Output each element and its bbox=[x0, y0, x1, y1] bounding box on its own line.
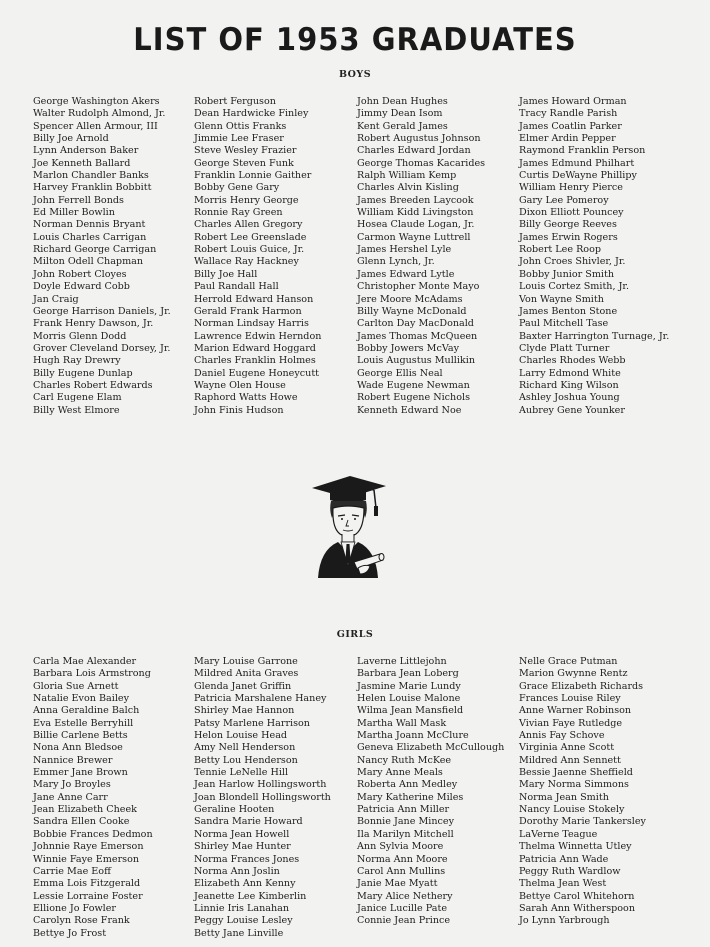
graduate-name: Billy Wayne McDonald bbox=[357, 305, 467, 317]
graduate-name: Janie Mae Myatt bbox=[357, 878, 438, 890]
graduate-name: John Dean Hughes bbox=[357, 96, 448, 107]
graduate-name: Ronnie Ray Green bbox=[194, 207, 283, 219]
graduate-name: Nancy Louise Stokely bbox=[519, 804, 625, 816]
graduate-name: Robert Lee Greenslade bbox=[194, 231, 307, 243]
graduate-name: Eva Estelle Berryhill bbox=[33, 717, 134, 729]
graduate-name: Bobby Junior Smith bbox=[519, 268, 615, 280]
graduate-name: Jan Craig bbox=[33, 293, 79, 305]
graduate-name: Bonnie Jane Mincey bbox=[357, 816, 454, 828]
graduate-name: Patsy Marlene Harrison bbox=[194, 717, 310, 729]
graduate-name: Anna Geraldine Balch bbox=[33, 705, 140, 717]
graduate-name: Mildred Ann Sennett bbox=[519, 754, 621, 766]
graduate-name: Betty Lou Henderson bbox=[194, 754, 298, 766]
graduate-name: James Hershel Lyle bbox=[357, 244, 452, 256]
graduate-name: Billy Joe Arnold bbox=[33, 133, 109, 145]
graduate-name: James Coatlin Parker bbox=[519, 120, 622, 132]
graduate-name: Ann Sylvia Moore bbox=[357, 841, 444, 853]
graduate-name: Norman Dennis Bryant bbox=[33, 219, 146, 231]
graduate-name: Thelma Winnetta Utley bbox=[519, 841, 632, 853]
graduate-name: Shirley Mae Hunter bbox=[194, 841, 291, 853]
graduate-name: Dean Hardwicke Finley bbox=[194, 108, 309, 120]
graduate-name: Linnie Iris Lanahan bbox=[194, 902, 290, 914]
graduate-name: Mary Alice Nethery bbox=[357, 890, 453, 902]
boys-column-1 bbox=[33, 96, 171, 417]
graduate-name: James Thomas McQueen bbox=[357, 330, 478, 342]
graduate-name: Amy Nell Henderson bbox=[194, 742, 296, 754]
graduate-name: Bessie Jaenne Sheffield bbox=[519, 767, 633, 779]
graduate-name: Grace Elizabeth Richards bbox=[519, 680, 644, 692]
graduate-name: Gary Lee Pomeroy bbox=[519, 194, 609, 206]
graduate-name: Jimmie Lee Fraser bbox=[194, 133, 284, 145]
graduate-name: Joe Kenneth Ballard bbox=[33, 157, 131, 169]
graduate-name: Mary Louise Garrone bbox=[194, 656, 298, 667]
graduate-name: Aubrey Gene Younker bbox=[519, 404, 625, 416]
graduate-name: Billy George Reeves bbox=[519, 219, 617, 231]
graduate-name: Sarah Ann Witherspoon bbox=[519, 902, 636, 914]
graduate-name: Betty Jane Linville bbox=[194, 927, 284, 939]
graduate-name: Glenn Lynch, Jr. bbox=[357, 256, 435, 268]
graduate-name: Larry Edmond White bbox=[519, 367, 621, 379]
graduate-name: Billy Eugene Dunlap bbox=[33, 367, 133, 379]
page-title: LIST OF 1953 GRADUATES bbox=[133, 20, 577, 58]
graduate-name: Carmon Wayne Luttrell bbox=[357, 231, 471, 243]
graduate-name: Joan Blondell Hollingsworth bbox=[194, 791, 331, 803]
graduate-name: Paul Randall Hall bbox=[194, 281, 279, 293]
graduate-name: Norman Lindsay Harris bbox=[194, 318, 309, 330]
graduate-name: Nancy Ruth McKee bbox=[357, 754, 452, 766]
graduate-name: Frank Henry Dawson, Jr. bbox=[33, 318, 154, 330]
graduate-name: Wallace Ray Hackney bbox=[194, 256, 299, 268]
graduate-name: Mary Anne Meals bbox=[357, 767, 443, 779]
graduate-name: Paul Mitchell Tase bbox=[519, 318, 609, 330]
graduate-name: Jere Moore McAdams bbox=[357, 293, 463, 305]
graduate-name: Elizabeth Ann Kenny bbox=[194, 878, 296, 890]
graduate-name: Ed Miller Bowlin bbox=[33, 207, 115, 219]
graduate-name: Wade Eugene Newman bbox=[357, 379, 470, 391]
graduate-name: Norma Ann Joslin bbox=[194, 865, 280, 877]
graduate-name: Janice Lucille Pate bbox=[357, 902, 448, 914]
graduate-name: Charles Franklin Holmes bbox=[194, 355, 316, 367]
graduate-name: Helon Louise Head bbox=[194, 730, 288, 742]
graduate-name: James Howard Orman bbox=[519, 96, 627, 107]
graduate-name: Charles Allen Gregory bbox=[194, 219, 303, 231]
girls-column-4 bbox=[519, 656, 646, 928]
graduate-name: Curtis DeWayne Phillipy bbox=[519, 170, 637, 182]
graduate-name: Daniel Eugene Honeycutt bbox=[194, 367, 320, 379]
graduate-name: Norma Jean Howell bbox=[194, 828, 290, 840]
graduate-name: Doyle Edward Cobb bbox=[33, 281, 130, 293]
graduate-name: Jimmy Dean Isom bbox=[357, 108, 443, 120]
graduate-name: Jane Anne Carr bbox=[33, 791, 108, 803]
girls-column-3 bbox=[357, 656, 504, 928]
boys-column-2 bbox=[194, 96, 321, 417]
graduate-name: Shirley Mae Hannon bbox=[194, 705, 295, 717]
graduate-name: Carolyn Rose Frank bbox=[33, 915, 130, 927]
graduate-name: Johnnie Raye Emerson bbox=[33, 841, 144, 853]
graduate-name: Clyde Platt Turner bbox=[519, 342, 610, 354]
graduate-name: Lessie Lorraine Foster bbox=[33, 890, 143, 902]
graduate-name: Hugh Ray Drewry bbox=[33, 355, 121, 367]
graduate-name: Hosea Claude Logan, Jr. bbox=[357, 219, 475, 231]
graduate-name: Marion Gwynne Rentz bbox=[519, 668, 628, 680]
graduate-name: Baxter Harrington Turnage, Jr. bbox=[519, 330, 670, 342]
graduate-name: Laverne Littlejohn bbox=[357, 656, 447, 667]
graduate-name: Billie Carlene Betts bbox=[33, 730, 128, 742]
graduate-name: Peggy Louise Lesley bbox=[194, 915, 293, 927]
graduate-name: Anne Warner Robinson bbox=[519, 705, 632, 717]
graduate-name: Raymond Franklin Person bbox=[519, 145, 646, 157]
graduate-name: Robert Eugene Nichols bbox=[357, 392, 470, 404]
graduate-name: Sandra Marie Howard bbox=[194, 816, 303, 828]
graduate-name: Norma Frances Jones bbox=[194, 853, 300, 865]
graduate-name: Charles Alvin Kisling bbox=[357, 182, 459, 194]
graduate-name: Bettye Carol Whitehorn bbox=[519, 890, 635, 902]
graduate-name: Winnie Faye Emerson bbox=[33, 853, 140, 865]
graduate-name: James Erwin Rogers bbox=[519, 231, 618, 243]
graduate-name: Peggy Ruth Wardlow bbox=[519, 865, 621, 877]
graduate-name: Herrold Edward Hanson bbox=[194, 293, 314, 305]
graduate-name: Louis Charles Carrigan bbox=[33, 231, 147, 243]
graduate-name: Ellione Jo Fowler bbox=[33, 902, 117, 914]
boys-column-4 bbox=[519, 96, 669, 417]
graduate-name: Roberta Ann Medley bbox=[357, 779, 458, 791]
graduate-name: Charles Rhodes Webb bbox=[519, 355, 626, 367]
graduate-name: Marion Edward Hoggard bbox=[194, 342, 316, 354]
graduate-name: Patricia Ann Wade bbox=[519, 853, 609, 865]
graduate-name: Frances Louise Riley bbox=[519, 693, 621, 705]
graduate-name: Franklin Lonnie Gaither bbox=[194, 170, 312, 182]
graduate-name: Billy West Elmore bbox=[33, 404, 120, 416]
graduate-name: Bettye Jo Frost bbox=[33, 927, 107, 939]
graduate-name: Martha Joann McClure bbox=[357, 730, 469, 742]
graduate-name: Milton Odell Chapman bbox=[33, 256, 144, 268]
graduate-name: Elmer Ardin Pepper bbox=[519, 133, 616, 145]
graduate-name: Geraline Hooten bbox=[194, 804, 275, 816]
graduate-name: Barbara Jean Loberg bbox=[357, 668, 459, 680]
graduate-name: Robert Augustus Johnson bbox=[357, 133, 481, 145]
graduate-name: Harvey Franklin Bobbitt bbox=[33, 182, 152, 194]
graduate-name: Jean Harlow Hollingsworth bbox=[194, 779, 327, 791]
graduate-name: George Steven Funk bbox=[194, 157, 294, 169]
graduate-name: Charles Robert Edwards bbox=[33, 379, 153, 391]
graduate-name: William Henry Pierce bbox=[519, 182, 623, 194]
graduate-name: Carlton Day MacDonald bbox=[357, 318, 474, 330]
graduate-name: Thelma Jean West bbox=[519, 878, 607, 890]
graduate-name: Robert Ferguson bbox=[194, 96, 276, 107]
graduate-name: Kent Gerald James bbox=[357, 120, 448, 132]
graduate-name: James Edmund Philhart bbox=[519, 157, 635, 169]
graduate-name: George Washington Akers bbox=[33, 96, 160, 107]
graduate-name: Glenda Janet Griffin bbox=[194, 680, 292, 692]
graduate-name: Ila Marilyn Mitchell bbox=[357, 828, 454, 840]
graduate-name: Billy Joe Hall bbox=[194, 268, 258, 280]
graduate-name: Robert Louis Guice, Jr. bbox=[194, 244, 305, 256]
graduate-name: James Benton Stone bbox=[519, 305, 618, 317]
graduate-name: Tracy Randle Parish bbox=[519, 108, 618, 120]
graduate-name: Patricia Marshalene Haney bbox=[194, 693, 327, 705]
graduate-name: Lawrence Edwin Herndon bbox=[194, 330, 322, 342]
graduate-name: Charles Edward Jordan bbox=[357, 145, 471, 157]
graduate-name: Wayne Olen House bbox=[194, 379, 286, 391]
graduate-name: Sandra Ellen Cooke bbox=[33, 816, 130, 828]
graduate-name: Jean Elizabeth Cheek bbox=[33, 804, 137, 816]
graduate-name: Lynn Anderson Baker bbox=[33, 145, 139, 157]
graduate-name: Connie Jean Prince bbox=[357, 915, 451, 927]
graduate-name: Geneva Elizabeth McCullough bbox=[357, 742, 505, 754]
graduate-name: Vivian Faye Rutledge bbox=[519, 717, 623, 729]
graduate-name: Grover Cleveland Dorsey, Jr. bbox=[33, 342, 171, 354]
graduate-name: Morris Glenn Dodd bbox=[33, 330, 127, 342]
graduate-name: Annis Fay Schove bbox=[519, 730, 605, 742]
graduate-name: Jeanette Lee Kimberlin bbox=[194, 890, 307, 902]
graduate-name: Norma Jean Smith bbox=[519, 791, 609, 803]
graduate-name: Mildred Anita Graves bbox=[194, 668, 299, 680]
graduate-name: George Harrison Daniels, Jr. bbox=[33, 305, 171, 317]
graduate-name: Nona Ann Bledsoe bbox=[33, 742, 123, 754]
graduate-name: Louis Augustus Mullikin bbox=[357, 355, 475, 367]
graduate-name: Patricia Ann Miller bbox=[357, 804, 450, 816]
graduate-name: Jasmine Marie Lundy bbox=[357, 680, 461, 692]
graduate-name: Virginia Anne Scott bbox=[519, 742, 615, 754]
girls-column-2 bbox=[194, 656, 331, 940]
graduate-name: Emma Lois Fitzgerald bbox=[33, 878, 141, 890]
graduate-name: LaVerne Teague bbox=[519, 828, 598, 840]
graduate-name: Martha Wall Mask bbox=[357, 717, 447, 729]
graduate-name: George Thomas Kacarides bbox=[357, 157, 486, 169]
graduate-name: Robert Lee Roop bbox=[519, 244, 602, 256]
graduate-name: John Croes Shivler, Jr. bbox=[519, 256, 626, 268]
graduate-name: Bobby Jowers McVay bbox=[357, 342, 460, 354]
girls-heading: GIRLS bbox=[336, 629, 374, 640]
graduate-name: Von Wayne Smith bbox=[519, 293, 604, 305]
graduate-name: Gloria Sue Arnett bbox=[33, 680, 119, 692]
graduate-name: Wilma Jean Mansfield bbox=[357, 705, 464, 717]
graduate-name: Richard King Wilson bbox=[519, 379, 619, 391]
graduate-name: Louis Cortez Smith, Jr. bbox=[519, 281, 630, 293]
graduate-name: Steve Wesley Frazier bbox=[194, 145, 297, 157]
graduate-name: Richard George Carrigan bbox=[33, 244, 157, 256]
graduate-name: Ralph William Kemp bbox=[357, 170, 457, 182]
graduate-name: Christopher Monte Mayo bbox=[357, 281, 480, 293]
graduate-name: Nannice Brewer bbox=[33, 754, 113, 766]
graduate-name: Marlon Chandler Banks bbox=[33, 170, 149, 182]
graduate-name: Morris Henry George bbox=[194, 194, 299, 206]
graduate-name: Barbara Lois Armstrong bbox=[33, 668, 151, 680]
girls-column-1 bbox=[33, 656, 153, 940]
graduate-name: Natalie Evon Bailey bbox=[33, 693, 129, 705]
graduate-name: Spencer Allen Armour, III bbox=[33, 120, 158, 132]
graduate-name: Helen Louise Malone bbox=[357, 693, 461, 705]
graduate-name: Gerald Frank Harmon bbox=[194, 305, 302, 317]
graduate-name: James Edward Lytle bbox=[357, 268, 455, 280]
graduate-name: Glenn Ottis Franks bbox=[194, 120, 287, 132]
graduate-name: Dixon Elliott Pouncey bbox=[519, 207, 624, 219]
graduate-name: John Ferrell Bonds bbox=[33, 194, 124, 206]
graduate-name: Emmer Jane Brown bbox=[33, 767, 128, 779]
graduate-name: Jo Lynn Yarbrough bbox=[519, 915, 610, 927]
graduate-name: John Finis Hudson bbox=[194, 404, 284, 416]
graduate-name: Mary Katherine Miles bbox=[357, 791, 464, 803]
graduate-name: Carrie Mae Eoff bbox=[33, 865, 111, 877]
graduate-name: William Kidd Livingston bbox=[357, 207, 474, 219]
graduate-name: Carl Eugene Elam bbox=[33, 392, 122, 404]
graduate-name: Norma Ann Moore bbox=[357, 853, 448, 865]
graduate-name: Raphord Watts Howe bbox=[194, 392, 298, 404]
graduate-name: Mary Jo Broyles bbox=[33, 779, 111, 791]
graduate-name: John Robert Cloyes bbox=[33, 268, 127, 280]
graduate-name: Carla Mae Alexander bbox=[33, 656, 137, 667]
graduate-name: Walter Rudolph Almond, Jr. bbox=[33, 108, 166, 120]
graduate-name: George Ellis Neal bbox=[357, 367, 443, 379]
graduate-name: Nelle Grace Putman bbox=[519, 656, 618, 667]
graduate-name: Bobbie Frances Dedmon bbox=[33, 828, 153, 840]
boys-heading: BOYS bbox=[338, 69, 372, 80]
graduate-name: Mary Norma Simmons bbox=[519, 779, 629, 791]
graduate-name: Kenneth Edward Noe bbox=[357, 404, 462, 416]
boys-column-3 bbox=[357, 96, 485, 417]
graduate-name: James Breeden Laycook bbox=[357, 194, 474, 206]
graduate-name: Bobby Gene Gary bbox=[194, 182, 280, 194]
graduate-name: Dorothy Marie Tankersley bbox=[519, 816, 646, 828]
graduate-name: Ashley Joshua Young bbox=[519, 392, 620, 404]
graduate-name: Carol Ann Mullins bbox=[357, 865, 446, 877]
graduate-illustration bbox=[308, 470, 390, 582]
graduate-name: Tennie LeNelle Hill bbox=[194, 767, 289, 779]
